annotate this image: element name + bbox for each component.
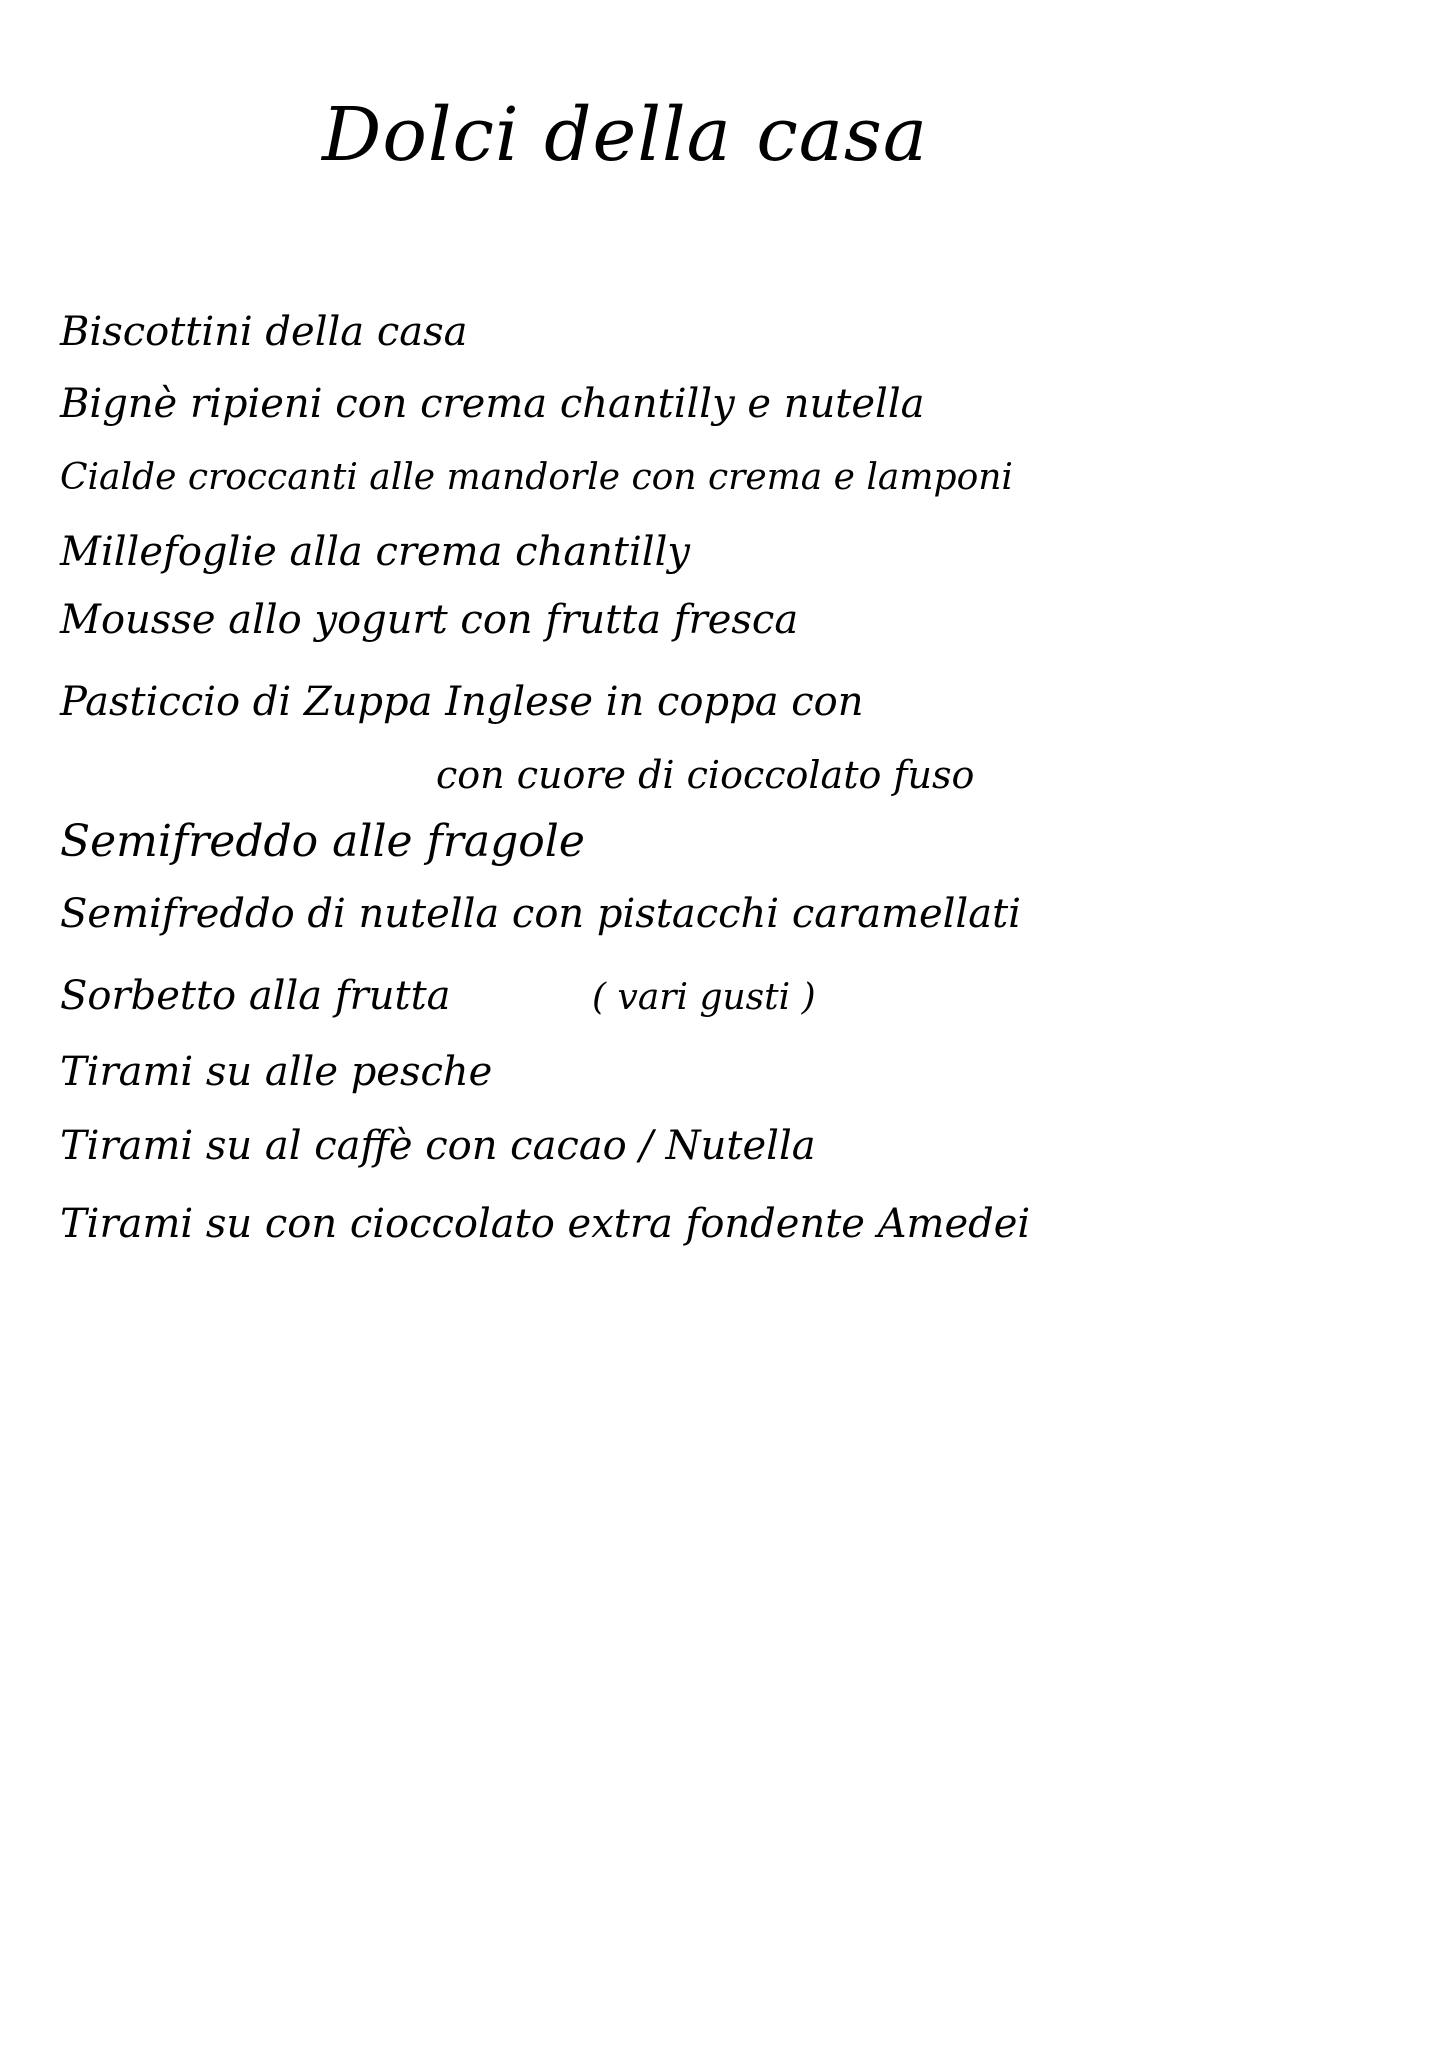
menu-item-millefoglie: Millefoglie alla crema chantilly (60, 529, 690, 575)
menu-item-semifreddo-fragole: Semifreddo alle fragole (60, 816, 585, 867)
menu-item-sorbetto: Sorbetto alla frutta (60, 973, 451, 1019)
menu-item-cialde: Cialde croccanti alle mandorle con crema e lamponi (60, 457, 1013, 498)
menu-item-semifreddo-nutella: Semifreddo di nutella con pistacchi caramellati (60, 891, 1021, 937)
menu-item-tirami-cioccolato: Tirami su con cioccolato extra fondente Amedei (60, 1201, 1031, 1247)
menu-item-tirami-pesche: Tirami su alle pesche (60, 1049, 493, 1095)
menu-item-bigne: Bignè ripieni con crema chantilly e nutella (60, 381, 925, 427)
menu-item-mousse: Mousse allo yogurt con frutta fresca (60, 597, 799, 643)
menu-item-biscottini: Biscottini della casa (60, 309, 468, 355)
menu-item-pasticcio-continuation: con cuore di cioccolato fuso (436, 753, 975, 797)
menu-title: Dolci della casa (322, 92, 928, 178)
menu-item-tirami-caffe: Tirami su al caffè con cacao / Nutella (60, 1123, 816, 1169)
menu-item-sorbetto-note: ( vari gusti ) (592, 977, 816, 1018)
menu-item-pasticcio: Pasticcio di Zuppa Inglese in coppa con (60, 679, 864, 725)
